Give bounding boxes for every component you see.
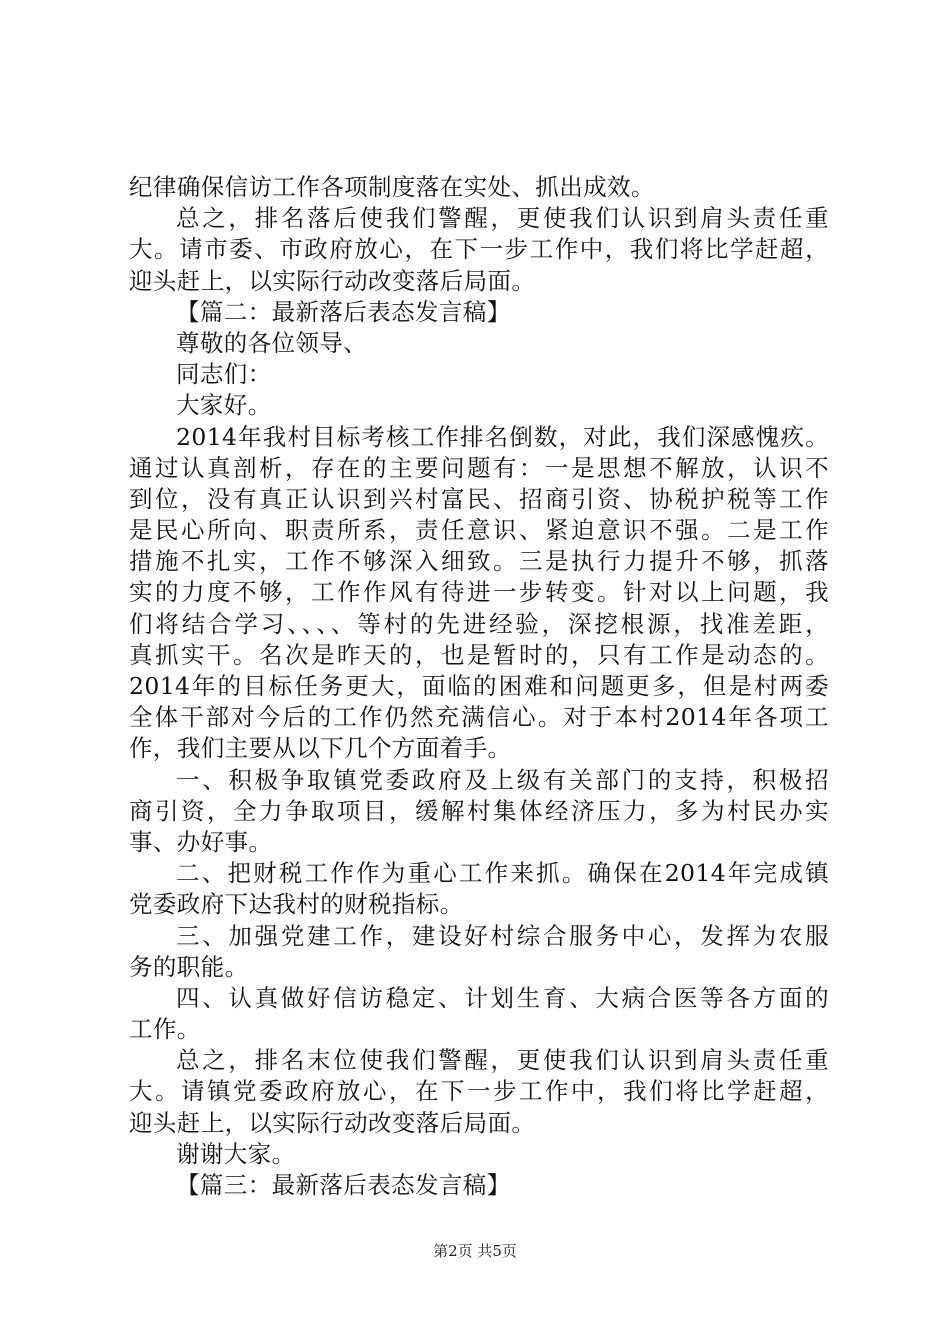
text-line: 【篇二：最新落后表态发言稿】 — [176, 297, 511, 326]
text-line: 一、积极争取镇党委政府及上级有关部门的支持，积极招 — [176, 765, 829, 794]
text-line: 大。请市委、市政府放心，在下一步工作中，我们将比学赶超， — [129, 235, 829, 264]
document-body — [129, 172, 829, 1201]
text-line: 2014年我村目标考核工作排名倒数，对此，我们深感愧疚。 — [176, 422, 829, 451]
text-line: 事、办好事。 — [129, 827, 273, 856]
text-line: 措施不扎实，工作不够深入细致。三是执行力提升不够，抓落 — [129, 547, 829, 576]
page-number-label: 第2页 共5页 — [433, 1242, 517, 1260]
text-line: 谢谢大家。 — [176, 1139, 296, 1168]
text-line: 大家好。 — [176, 391, 272, 420]
text-line: 迎头赶上，以实际行动改变落后局面。 — [129, 266, 536, 295]
text-line: 二、把财税工作作为重心工作来抓。确保在2014年完成镇 — [176, 859, 829, 888]
text-line: 全体干部对今后的工作仍然充满信心。对于本村2014年各项工 — [129, 703, 829, 732]
text-line: 【篇三：最新落后表态发言稿】 — [176, 1171, 511, 1199]
text-line: 三、加强党建工作，建设好村综合服务中心，发挥为农服 — [176, 921, 829, 950]
text-line: 大。请镇党委政府放心，在下一步工作中，我们将比学赶超， — [129, 1077, 829, 1106]
text-line: 党委政府下达我村的财税指标。 — [129, 890, 464, 919]
text-line: 作，我们主要从以下几个方面着手。 — [129, 734, 512, 763]
text-line: 总之，排名落后使我们警醒，更使我们认识到肩头责任重 — [176, 204, 829, 233]
text-line: 2014年的目标任务更大，面临的困难和问题更多，但是村两委 — [129, 672, 829, 700]
text-line: 商引资，全力争取项目，缓解村集体经济压力，多为村民办实 — [129, 796, 829, 825]
text-line: 纪律确保信访工作各项制度落在实处、抓出成效。 — [129, 173, 655, 201]
text-line: 同志们： — [176, 360, 272, 389]
text-line: 们将结合学习、、、、等村的先进经验，深挖根源，找准差距， — [129, 609, 829, 638]
text-line: 工作。 — [129, 1015, 201, 1044]
text-line: 务的职能。 — [129, 952, 249, 981]
text-line: 迎头赶上，以实际行动改变落后局面。 — [129, 1108, 536, 1137]
text-line: 是民心所向、职责所系，责任意识、紧迫意识不强。二是工作 — [129, 516, 829, 545]
text-line: 通过认真剖析，存在的主要问题有：一是思想不解放，认识不 — [129, 453, 829, 482]
text-line: 到位，没有真正认识到兴村富民、招商引资、协税护税等工作 — [129, 484, 829, 513]
text-line: 真抓实干。名次是昨天的，也是暂时的，只有工作是动态的。 — [129, 640, 829, 669]
text-line: 四、认真做好信访稳定、计划生育、大病合医等各方面的 — [176, 983, 829, 1012]
text-line: 总之，排名末位使我们警醒，更使我们认识到肩头责任重 — [176, 1046, 829, 1075]
text-line: 实的力度不够，工作作风有待进一步转变。针对以上问题，我 — [129, 578, 829, 607]
text-line: 尊敬的各位领导、 — [176, 328, 368, 357]
page-footer — [0, 1241, 950, 1261]
